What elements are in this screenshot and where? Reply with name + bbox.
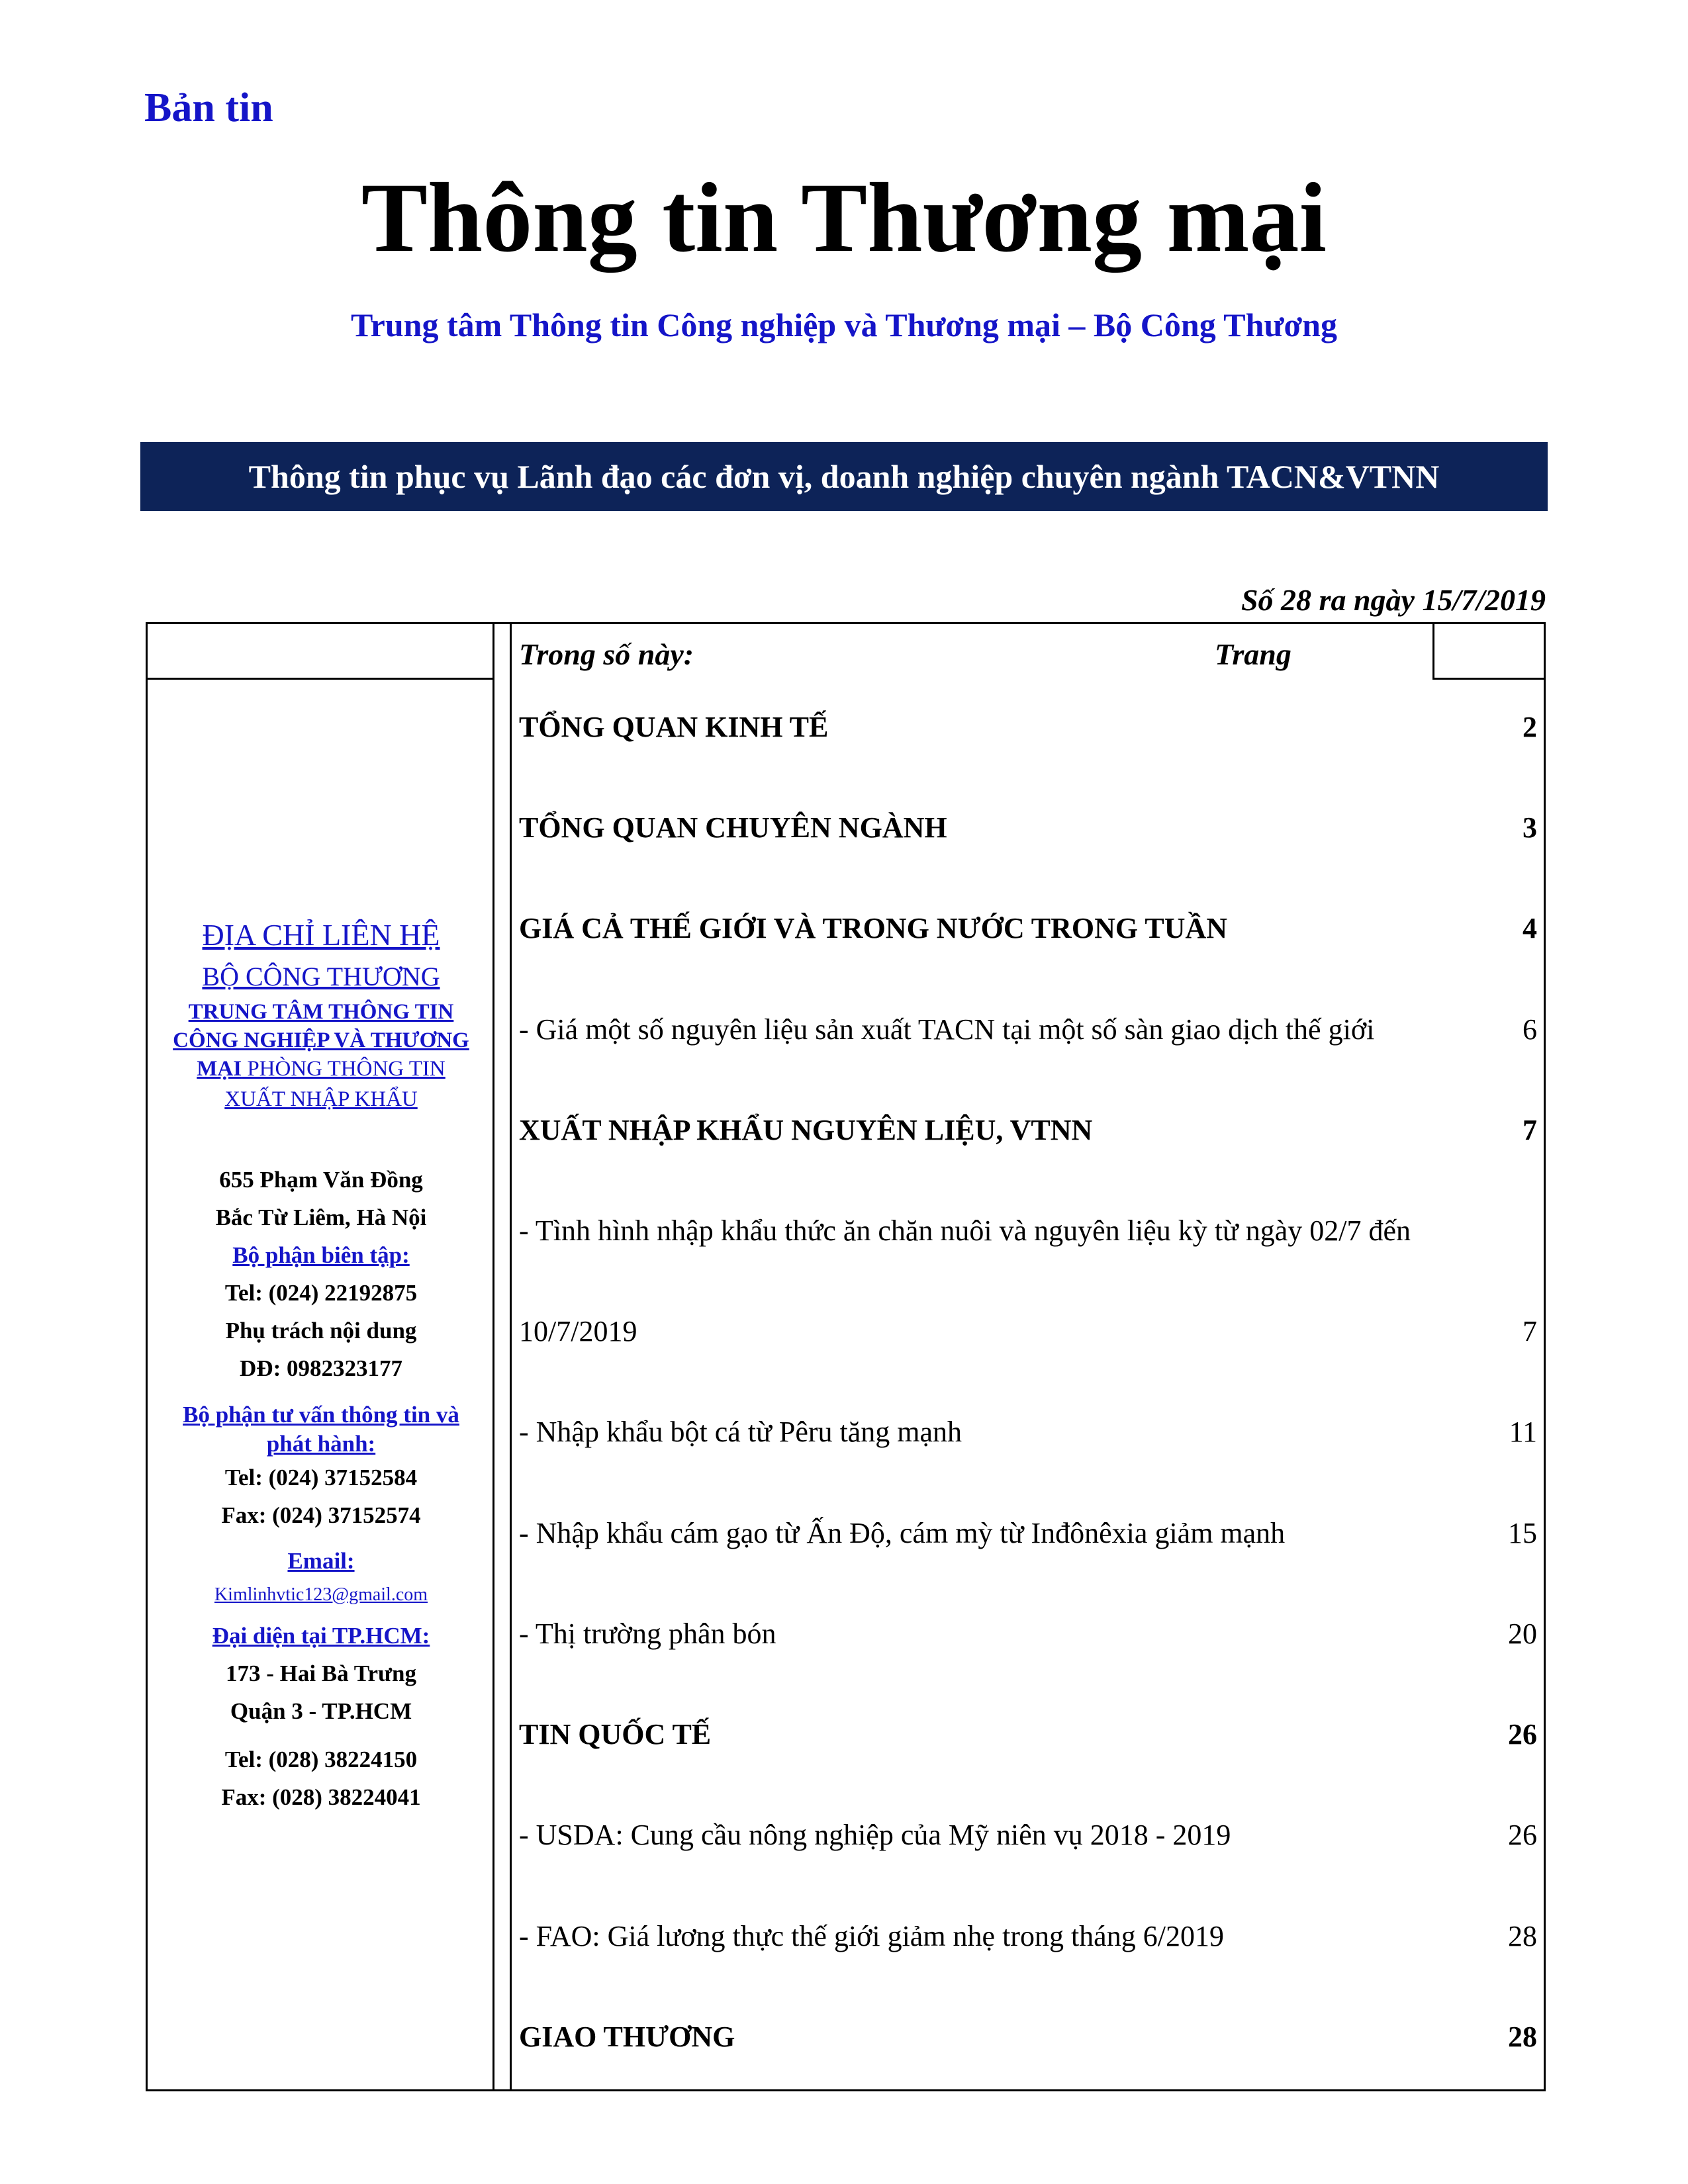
contact-address-2: Bắc Từ Liêm, Hà Nội bbox=[215, 1205, 427, 1230]
column-divider-inner bbox=[510, 622, 512, 2091]
banner bbox=[140, 442, 1548, 511]
editorial-tel: Tel: (024) 22192875 bbox=[224, 1280, 418, 1306]
toc-item-title: GIAO THƯƠNG bbox=[519, 2020, 735, 2053]
toc-item-title: XUẤT NHẬP KHẨU NGUYÊN LIỆU, VTNN bbox=[519, 1113, 1093, 1146]
consult-label-2: phát hành: bbox=[266, 1431, 376, 1457]
issue-number: Số 28 ra ngày 15/7/2019 bbox=[1241, 583, 1546, 617]
hcm-tel: Tel: (028) 38224150 bbox=[224, 1747, 418, 1772]
toc-item-title: - Thị trường phân bón bbox=[519, 1617, 776, 1650]
toc-item bbox=[519, 1909, 1537, 1962]
contact-center-line-4: XUẤT NHẬP KHẨU bbox=[224, 1087, 418, 1111]
hcm-address-2: Quận 3 - TP.HCM bbox=[230, 1698, 412, 1724]
toc-item-title: - Tình hình nhập khẩu thức ăn chăn nuôi và nguyên liệu kỳ từ ngày 02/7 đến bbox=[519, 1214, 1411, 1247]
toc-item-title: GIÁ CẢ THẾ GIỚI VÀ TRONG NƯỚC TRONG TUẦN bbox=[519, 911, 1228, 944]
email-label: Email: bbox=[287, 1548, 355, 1574]
column-divider-right bbox=[1432, 622, 1434, 679]
toc-item-page: 28 bbox=[1508, 2020, 1537, 2053]
email-link[interactable]: Kimlinhvtic123@gmail.com bbox=[214, 1584, 428, 1605]
toc-item-title: - USDA: Cung cầu nông nghiệp của Mỹ niên vụ 2018 - 2019 bbox=[519, 1818, 1231, 1851]
hcm-label: Đại diện tại TP.HCM: bbox=[212, 1623, 430, 1649]
toc-heading: Trong số này: bbox=[519, 637, 694, 671]
toc-item-page: 2 bbox=[1523, 710, 1537, 743]
toc-item-title: TIN QUỐC TẾ bbox=[519, 1717, 712, 1751]
consult-label-1: Bộ phận tư vấn thông tin và bbox=[183, 1402, 459, 1428]
contact-center-line-3b: PHÒNG THÔNG TIN bbox=[242, 1057, 445, 1081]
toc-item bbox=[519, 700, 1537, 753]
editorial-label: Bộ phận biên tập: bbox=[232, 1242, 410, 1268]
toc-item-title: - FAO: Giá lương thực thế giới giảm nhẹ trong tháng 6/2019 bbox=[519, 1919, 1224, 1952]
toc-page-heading: Trang bbox=[1215, 637, 1291, 671]
toc-item-page: 26 bbox=[1508, 1818, 1537, 1851]
contact-center-line-2: CÔNG NGHIỆP VÀ THƯƠNG bbox=[173, 1028, 469, 1052]
contact-panel bbox=[150, 913, 492, 1816]
page-title: Thông tin Thương mại bbox=[361, 163, 1327, 273]
toc-item-page: 7 bbox=[1523, 1314, 1537, 1347]
contact-center-line-1: TRUNG TÂM THÔNG TIN bbox=[188, 1000, 454, 1024]
toc-header-divider bbox=[146, 678, 492, 680]
consult-tel: Tel: (024) 37152584 bbox=[224, 1465, 418, 1490]
toc-item bbox=[519, 1405, 1537, 1458]
toc-item bbox=[519, 1707, 1537, 1760]
ban-tin-label: Bản tin bbox=[144, 85, 273, 130]
contact-center-line-3a: MẠI bbox=[197, 1057, 242, 1081]
contact-title: ĐỊA CHỈ LIÊN HỆ bbox=[202, 918, 440, 952]
toc-item-page: 6 bbox=[1523, 1013, 1537, 1046]
toc-item bbox=[519, 901, 1537, 954]
toc-item bbox=[519, 1607, 1537, 1660]
toc-item-title: - Nhập khẩu bột cá từ Pêru tăng mạnh bbox=[519, 1415, 962, 1448]
toc-item-title: - Giá một số nguyên liệu sản xuất TACN tại một số sàn giao dịch thế giới bbox=[519, 1013, 1375, 1046]
contact-address-1: 655 Phạm Văn Đồng bbox=[219, 1167, 423, 1193]
toc-item-page: 15 bbox=[1508, 1516, 1537, 1549]
content-label: Phụ trách nội dung bbox=[225, 1318, 417, 1343]
banner-text: Thông tin phục vụ Lãnh đạo các đơn vị, doanh nghiệp chuyên ngành TACN&VTNN bbox=[248, 458, 1440, 495]
toc-item bbox=[519, 1204, 1537, 1257]
toc-item-title: TỔNG QUAN KINH TẾ bbox=[519, 710, 829, 743]
contact-ministry: BỘ CÔNG THƯƠNG bbox=[202, 962, 440, 991]
toc-item-page: 11 bbox=[1509, 1415, 1537, 1448]
toc-header-divider-right bbox=[1432, 678, 1546, 680]
toc-item bbox=[519, 801, 1537, 854]
toc-item bbox=[519, 1506, 1537, 1559]
toc-item-page: 4 bbox=[1523, 911, 1537, 944]
toc-item bbox=[519, 1003, 1537, 1056]
toc-item-page: 20 bbox=[1508, 1617, 1537, 1650]
toc-item-page: 28 bbox=[1508, 1919, 1537, 1952]
content-phone: DĐ: 0982323177 bbox=[240, 1355, 402, 1381]
column-divider-left bbox=[492, 622, 494, 2091]
toc-item-title: TỔNG QUAN CHUYÊN NGÀNH bbox=[519, 811, 947, 844]
toc-item-page: 7 bbox=[1523, 1113, 1537, 1146]
page-subtitle: Trung tâm Thông tin Công nghiệp và Thương mại – Bộ Công Thương bbox=[351, 306, 1337, 343]
toc-item-page: 26 bbox=[1508, 1717, 1537, 1751]
toc-item-page: 3 bbox=[1523, 811, 1537, 844]
hcm-address-1: 173 - Hai Bà Trưng bbox=[225, 1661, 417, 1686]
toc-item-title: 10/7/2019 bbox=[519, 1314, 637, 1347]
hcm-fax: Fax: (028) 38224041 bbox=[221, 1784, 421, 1810]
toc-item bbox=[519, 2010, 1537, 2063]
consult-fax: Fax: (024) 37152574 bbox=[221, 1502, 421, 1528]
toc-item bbox=[519, 1304, 1537, 1357]
toc-item-title: - Nhập khẩu cám gạo từ Ấn Độ, cám mỳ từ Inđônêxia giảm mạnh bbox=[519, 1516, 1286, 1549]
toc-item bbox=[519, 1808, 1537, 1861]
toc-item bbox=[519, 1103, 1537, 1156]
